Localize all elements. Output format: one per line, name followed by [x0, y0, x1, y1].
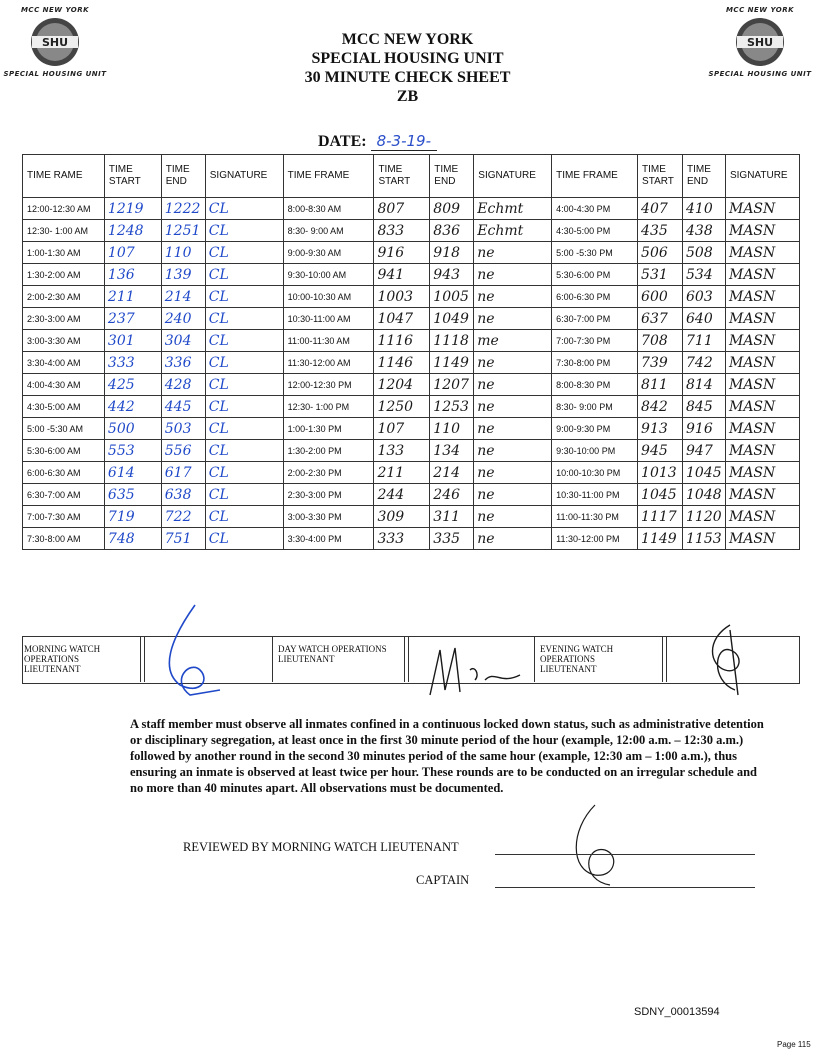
column-header: SIGNATURE [205, 155, 283, 198]
table-row [23, 308, 800, 330]
time-start-cell: 637 [638, 308, 683, 330]
time-end-cell: 445 [161, 396, 205, 418]
table-row [23, 198, 800, 220]
observation-notice: A staff member must observe all inmates confined in a continuous locked down status, such as administrative detention or disciplinary segregation, at least once in the first 30 minute period of the hour (example, 12:00 a.m. – 12:30 a.m.) followed by another round in the second 30 minutes period of the same hour (example, 12:30 am – 1:00 a.m.), thus ensuring an inmate is observed at least twice per hour. These rounds are to be conducted on an irregular schedule and no more than 40 minutes apart. All observations must be documented. [130, 717, 764, 795]
table-row [23, 528, 800, 550]
time-end-cell: 335 [430, 528, 474, 550]
time-end-cell: 617 [161, 462, 205, 484]
date-value: 8-3-19- [371, 132, 437, 151]
signature-cell: CL [205, 286, 283, 308]
morning-lieutenant-label: MORNING WATCH OPERATIONS LIEUTENANT [24, 644, 101, 674]
signature-cell: MASN [725, 506, 799, 528]
time-end-cell: 110 [161, 242, 205, 264]
check-table [22, 154, 800, 550]
signature-cell: MASN [725, 374, 799, 396]
time-start-cell: 1149 [638, 528, 683, 550]
signature-cell: MASN [725, 286, 799, 308]
signature-cell: CL [205, 220, 283, 242]
time-start-cell: 1204 [374, 374, 430, 396]
time-frame-cell: 9:30-10:00 PM [552, 440, 638, 462]
time-frame-cell: 4:30-5:00 PM [552, 220, 638, 242]
time-start-cell: 1045 [638, 484, 683, 506]
divider [662, 636, 663, 682]
evening-lieutenant-label: EVENING WATCH OPERATIONS LIEUTENANT [540, 644, 614, 674]
column-header: SIGNATURE [474, 155, 552, 198]
divider [272, 636, 273, 682]
signature-cell: ne [474, 506, 552, 528]
time-frame-cell: 9:30-10:00 AM [283, 264, 374, 286]
time-start-cell: 211 [104, 286, 161, 308]
time-frame-cell: 11:00-11:30 AM [283, 330, 374, 352]
signature-cell: MASN [725, 242, 799, 264]
signature-cell: CL [205, 330, 283, 352]
time-frame-cell: 4:00-4:30 PM [552, 198, 638, 220]
time-end-cell: 110 [430, 418, 474, 440]
signature-cell: MASN [725, 440, 799, 462]
time-frame-cell: 5:00 -5:30 AM [23, 418, 105, 440]
time-frame-cell: 7:00-7:30 PM [552, 330, 638, 352]
time-frame-cell: 2:00-2:30 AM [23, 286, 105, 308]
time-frame-cell: 3:00-3:30 PM [283, 506, 374, 528]
time-frame-cell: 3:30-4:00 PM [283, 528, 374, 550]
signature-cell: CL [205, 484, 283, 506]
time-start-cell: 107 [374, 418, 430, 440]
signature-cell: ne [474, 396, 552, 418]
table-row [23, 264, 800, 286]
time-end-cell: 1045 [683, 462, 726, 484]
time-end-cell: 814 [683, 374, 726, 396]
time-start-cell: 748 [104, 528, 161, 550]
time-end-cell: 1048 [683, 484, 726, 506]
time-end-cell: 240 [161, 308, 205, 330]
table-row [23, 506, 800, 528]
time-end-cell: 809 [430, 198, 474, 220]
seal-top-text: MCC NEW YORK [725, 6, 795, 14]
title-line-2: SPECIAL HOUSING UNIT [311, 50, 504, 67]
time-frame-cell: 3:00-3:30 AM [23, 330, 105, 352]
column-header: TIME RAME [23, 155, 105, 198]
column-header: TIME START [374, 155, 430, 198]
signature-cell: ne [474, 418, 552, 440]
time-start-cell: 237 [104, 308, 161, 330]
time-end-cell: 1120 [683, 506, 726, 528]
time-start-cell: 739 [638, 352, 683, 374]
time-end-cell: 246 [430, 484, 474, 506]
time-end-cell: 556 [161, 440, 205, 462]
signature-cell: CL [205, 506, 283, 528]
bates-number: SDNY_00013594 [634, 1006, 720, 1018]
time-frame-cell: 12:00-12:30 PM [283, 374, 374, 396]
time-end-cell: 916 [683, 418, 726, 440]
time-start-cell: 1116 [374, 330, 430, 352]
signature-cell: me [474, 330, 552, 352]
time-frame-cell: 2:00-2:30 PM [283, 462, 374, 484]
time-start-cell: 107 [104, 242, 161, 264]
time-start-cell: 916 [374, 242, 430, 264]
title-line-3: 30 MINUTE CHECK SHEET [304, 69, 511, 86]
time-start-cell: 309 [374, 506, 430, 528]
time-frame-cell: 5:00 -5:30 PM [552, 242, 638, 264]
time-start-cell: 442 [104, 396, 161, 418]
time-start-cell: 500 [104, 418, 161, 440]
divider [408, 636, 409, 682]
morning-review-label: REVIEWED BY MORNING WATCH LIEUTENANT [183, 840, 459, 854]
page-title [0, 30, 815, 106]
signature-cell: ne [474, 374, 552, 396]
time-frame-cell: 9:00-9:30 PM [552, 418, 638, 440]
signature-cell: CL [205, 264, 283, 286]
time-frame-cell: 2:30-3:00 AM [23, 308, 105, 330]
time-start-cell: 945 [638, 440, 683, 462]
time-start-cell: 333 [374, 528, 430, 550]
table-row [23, 220, 800, 242]
captain-signature-line [495, 873, 755, 891]
time-frame-cell: 5:30-6:00 PM [552, 264, 638, 286]
seal-center-text: SHU [41, 36, 69, 49]
time-end-cell: 410 [683, 198, 726, 220]
table-row [23, 440, 800, 462]
time-start-cell: 136 [104, 264, 161, 286]
time-start-cell: 811 [638, 374, 683, 396]
lieutenant-box [22, 636, 800, 684]
time-end-cell: 508 [683, 242, 726, 264]
signature-cell: Echmt [474, 220, 552, 242]
date-label: DATE: [318, 133, 367, 150]
time-frame-cell: 12:30- 1:00 AM [23, 220, 105, 242]
time-frame-cell: 9:00-9:30 AM [283, 242, 374, 264]
divider [144, 636, 145, 682]
time-end-cell: 638 [161, 484, 205, 506]
signature-cell: CL [205, 352, 283, 374]
table-row [23, 286, 800, 308]
time-end-cell: 742 [683, 352, 726, 374]
signature-cell: CL [205, 198, 283, 220]
time-frame-cell: 10:00-10:30 AM [283, 286, 374, 308]
table-row [23, 374, 800, 396]
time-start-cell: 211 [374, 462, 430, 484]
table-header-row [23, 155, 800, 198]
time-start-cell: 833 [374, 220, 430, 242]
time-start-cell: 614 [104, 462, 161, 484]
time-end-cell: 503 [161, 418, 205, 440]
time-frame-cell: 1:30-2:00 PM [283, 440, 374, 462]
column-header: TIME START [104, 155, 161, 198]
captain-label: CAPTAIN [416, 873, 470, 887]
time-frame-cell: 7:00-7:30 AM [23, 506, 105, 528]
time-end-cell: 1149 [430, 352, 474, 374]
table-row [23, 396, 800, 418]
time-start-cell: 1250 [374, 396, 430, 418]
time-end-cell: 438 [683, 220, 726, 242]
time-start-cell: 1003 [374, 286, 430, 308]
lieutenant-row [22, 636, 800, 682]
time-end-cell: 214 [161, 286, 205, 308]
time-frame-cell: 6:00-6:30 PM [552, 286, 638, 308]
time-start-cell: 719 [104, 506, 161, 528]
time-start-cell: 1219 [104, 198, 161, 220]
time-end-cell: 214 [430, 462, 474, 484]
time-frame-cell: 6:30-7:00 PM [552, 308, 638, 330]
column-header: TIME START [638, 155, 683, 198]
page-number: Page 115 [777, 1040, 811, 1049]
column-header: TIME FRAME [552, 155, 638, 198]
signature-cell: MASN [725, 528, 799, 550]
time-frame-cell: 1:30-2:00 AM [23, 264, 105, 286]
time-frame-cell: 5:30-6:00 AM [23, 440, 105, 462]
column-header: TIME FRAME [283, 155, 374, 198]
time-start-cell: 407 [638, 198, 683, 220]
signature-cell: CL [205, 418, 283, 440]
seal-bottom-text: SPECIAL HOUSING UNIT [3, 70, 107, 78]
column-header: TIME END [683, 155, 726, 198]
time-frame-cell: 10:30-11:00 AM [283, 308, 374, 330]
divider [404, 636, 405, 682]
time-start-cell: 531 [638, 264, 683, 286]
time-start-cell: 425 [104, 374, 161, 396]
time-start-cell: 1013 [638, 462, 683, 484]
seal-top-text: MCC NEW YORK [20, 6, 90, 14]
table-row [23, 330, 800, 352]
table-row [23, 484, 800, 506]
time-start-cell: 435 [638, 220, 683, 242]
column-header: SIGNATURE [725, 155, 799, 198]
time-frame-cell: 7:30-8:00 AM [23, 528, 105, 550]
time-start-cell: 913 [638, 418, 683, 440]
signature-cell: ne [474, 440, 552, 462]
signature-cell: MASN [725, 484, 799, 506]
time-start-cell: 1146 [374, 352, 430, 374]
time-frame-cell: 7:30-8:00 PM [552, 352, 638, 374]
signature-cell: Echmt [474, 198, 552, 220]
time-start-cell: 301 [104, 330, 161, 352]
day-lieutenant-label: DAY WATCH OPERATIONS LIEUTENANT [278, 644, 387, 664]
signature-cell: CL [205, 242, 283, 264]
signature-cell: ne [474, 286, 552, 308]
time-end-cell: 918 [430, 242, 474, 264]
divider [534, 636, 535, 682]
date-line [318, 132, 437, 151]
time-end-cell: 640 [683, 308, 726, 330]
table-row [23, 418, 800, 440]
time-frame-cell: 4:00-4:30 AM [23, 374, 105, 396]
signature-cell: MASN [725, 198, 799, 220]
signature-cell: CL [205, 374, 283, 396]
time-frame-cell: 6:00-6:30 AM [23, 462, 105, 484]
time-end-cell: 1207 [430, 374, 474, 396]
signature-cell: ne [474, 308, 552, 330]
time-end-cell: 1251 [161, 220, 205, 242]
time-end-cell: 751 [161, 528, 205, 550]
time-start-cell: 1047 [374, 308, 430, 330]
signature-cell: CL [205, 462, 283, 484]
time-frame-cell: 3:30-4:00 AM [23, 352, 105, 374]
table-row [23, 462, 800, 484]
time-end-cell: 836 [430, 220, 474, 242]
time-end-cell: 722 [161, 506, 205, 528]
signature-cell: CL [205, 396, 283, 418]
time-frame-cell: 11:00-11:30 PM [552, 506, 638, 528]
time-end-cell: 1118 [430, 330, 474, 352]
time-frame-cell: 4:30-5:00 AM [23, 396, 105, 418]
time-start-cell: 842 [638, 396, 683, 418]
time-start-cell: 708 [638, 330, 683, 352]
time-end-cell: 139 [161, 264, 205, 286]
time-frame-cell: 12:00-12:30 AM [23, 198, 105, 220]
time-end-cell: 943 [430, 264, 474, 286]
time-end-cell: 304 [161, 330, 205, 352]
column-header: TIME END [161, 155, 205, 198]
time-start-cell: 941 [374, 264, 430, 286]
time-frame-cell: 10:30-11:00 PM [552, 484, 638, 506]
seal-bottom-text: SPECIAL HOUSING UNIT [708, 70, 812, 78]
time-frame-cell: 12:30- 1:00 PM [283, 396, 374, 418]
signature-cell: MASN [725, 330, 799, 352]
time-start-cell: 553 [104, 440, 161, 462]
divider [140, 636, 141, 682]
column-header: TIME END [430, 155, 474, 198]
time-frame-cell: 2:30-3:00 PM [283, 484, 374, 506]
signature-cell: MASN [725, 352, 799, 374]
time-frame-cell: 1:00-1:30 PM [283, 418, 374, 440]
time-end-cell: 1153 [683, 528, 726, 550]
time-frame-cell: 6:30-7:00 AM [23, 484, 105, 506]
time-end-cell: 428 [161, 374, 205, 396]
signature-cell: CL [205, 440, 283, 462]
time-end-cell: 336 [161, 352, 205, 374]
signature-cell: ne [474, 352, 552, 374]
time-end-cell: 1049 [430, 308, 474, 330]
table-row [23, 242, 800, 264]
time-end-cell: 603 [683, 286, 726, 308]
signature-cell: MASN [725, 220, 799, 242]
time-end-cell: 134 [430, 440, 474, 462]
signature-cell: ne [474, 484, 552, 506]
time-end-cell: 1253 [430, 396, 474, 418]
time-start-cell: 506 [638, 242, 683, 264]
title-line-4: ZB [396, 88, 419, 105]
signature-cell: ne [474, 462, 552, 484]
time-frame-cell: 10:00-10:30 PM [552, 462, 638, 484]
time-start-cell: 333 [104, 352, 161, 374]
signature-cell: ne [474, 528, 552, 550]
time-end-cell: 311 [430, 506, 474, 528]
morning-review-line [495, 840, 755, 858]
time-start-cell: 133 [374, 440, 430, 462]
time-start-cell: 807 [374, 198, 430, 220]
time-frame-cell: 1:00-1:30 AM [23, 242, 105, 264]
time-frame-cell: 11:30-12:00 AM [283, 352, 374, 374]
signature-cell: MASN [725, 396, 799, 418]
time-end-cell: 1222 [161, 198, 205, 220]
time-start-cell: 1248 [104, 220, 161, 242]
time-end-cell: 534 [683, 264, 726, 286]
time-frame-cell: 8:00-8:30 AM [283, 198, 374, 220]
signature-cell: ne [474, 264, 552, 286]
time-end-cell: 845 [683, 396, 726, 418]
signature-cell: MASN [725, 264, 799, 286]
time-end-cell: 947 [683, 440, 726, 462]
time-frame-cell: 11:30-12:00 PM [552, 528, 638, 550]
signature-cell: CL [205, 308, 283, 330]
title-line-1: MCC NEW YORK [341, 31, 474, 48]
divider [666, 636, 667, 682]
signature-cell: MASN [725, 308, 799, 330]
seal-center-text: SHU [746, 36, 774, 49]
time-frame-cell: 8:30- 9:00 PM [552, 396, 638, 418]
time-start-cell: 600 [638, 286, 683, 308]
time-start-cell: 244 [374, 484, 430, 506]
signature-cell: MASN [725, 418, 799, 440]
time-start-cell: 635 [104, 484, 161, 506]
signature-cell: MASN [725, 462, 799, 484]
signature-cell: ne [474, 242, 552, 264]
time-frame-cell: 8:30- 9:00 AM [283, 220, 374, 242]
time-end-cell: 711 [683, 330, 726, 352]
time-end-cell: 1005 [430, 286, 474, 308]
time-frame-cell: 8:00-8:30 PM [552, 374, 638, 396]
time-start-cell: 1117 [638, 506, 683, 528]
table-row [23, 352, 800, 374]
signature-cell: CL [205, 528, 283, 550]
